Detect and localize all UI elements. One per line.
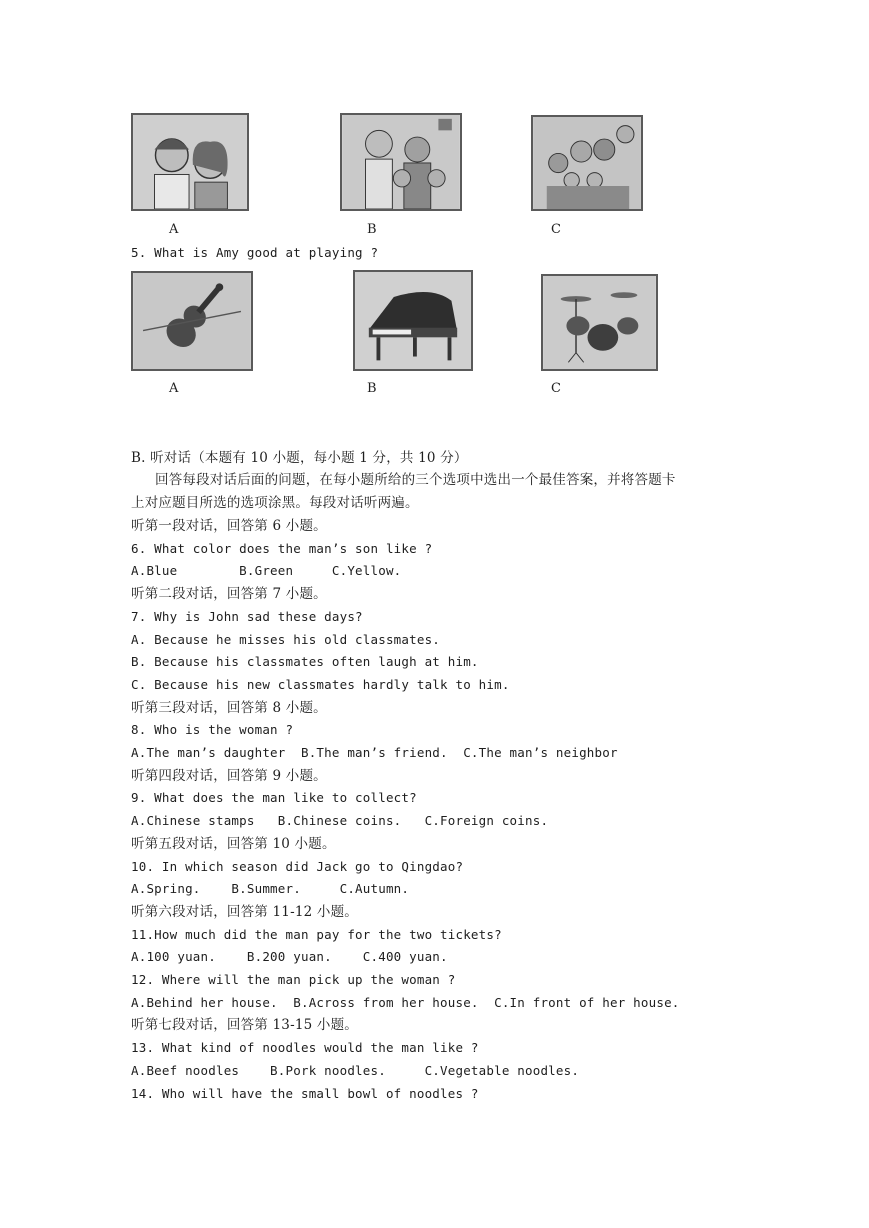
question-line: 8. Who is the woman ? — [131, 722, 294, 738]
question-line: 14. Who will have the small bowl of noodles ? — [131, 1085, 479, 1101]
question-line: A.Chinese stamps B.Chinese coins. C.Foreign coins. — [131, 813, 549, 829]
question-line: 12. Where will the man pick up the woman ? — [131, 972, 456, 987]
question-line: A.Beef noodles B.Pork noodles. C.Vegetable noodles. — [131, 1062, 580, 1078]
question-line: A.Spring. B.Summer. C.Autumn. — [131, 881, 410, 897]
q5-question: 5. What is Amy good at playing ? — [131, 245, 379, 260]
question-line: 9. What does the man like to collect? — [131, 790, 417, 806]
big-family-picture-icon — [533, 117, 641, 209]
question-line: A.The man’s daughter B.The man’s friend. C.The man’s neighbor — [131, 745, 618, 760]
section-b-instructions-line-1: 回答每段对话后面的问题，在每小题所给的三个选项中选出一个最佳答案，并将答题卡 — [155, 472, 676, 488]
drums-picture-icon — [543, 276, 656, 369]
dialogue-instruction: 听第四段对话，回答第 9 小题。 — [131, 767, 327, 784]
question-line: A.Behind her house. B.Across from her house. C.In front of her house. — [131, 994, 680, 1010]
q4-option-b-picture — [340, 113, 462, 211]
q4-label-c: C — [551, 222, 561, 237]
q5-option-a-picture — [131, 271, 253, 371]
q5-option-b-picture — [353, 270, 473, 371]
q4-label-a: A — [169, 222, 179, 237]
question-line: A.100 yuan. B.200 yuan. C.400 yuan. — [131, 949, 448, 965]
question-line: 11.How much did the man pay for the two tickets? — [131, 926, 502, 942]
section-b-instructions-line-2: 上对应题目所选的选项涂黑。每段对话听两遍。 — [131, 495, 419, 511]
dialogue-instruction: 听第六段对话，回答第 11-12 小题。 — [131, 903, 359, 920]
question-line: A. Because he misses his old classmates. — [131, 631, 441, 647]
question-line: 6. What color does the man’s son like ? — [131, 540, 433, 556]
dialogue-instruction: 听第七段对话，回答第 13-15 小题。 — [131, 1017, 359, 1034]
q4-option-a-picture — [131, 113, 249, 211]
piano-picture-icon — [355, 272, 471, 369]
question-line: B. Because his classmates often laugh at him. — [131, 654, 479, 670]
dialogue-instruction: 听第三段对话，回答第 8 小题。 — [131, 699, 327, 716]
dialogue-instruction: 听第五段对话，回答第 10 小题。 — [131, 835, 336, 852]
question-line: 7. Why is John sad these days? — [131, 608, 363, 624]
question-line: 13. What kind of noodles would the man like ? — [131, 1040, 479, 1056]
q4-option-c-picture — [531, 115, 643, 211]
q5-option-c-picture — [541, 274, 658, 371]
question-line: A.Blue B.Green C.Yellow. — [131, 563, 402, 579]
question-line: 10. In which season did Jack go to Qingdao? — [131, 858, 464, 874]
family-of-four-picture-icon — [342, 115, 460, 209]
dialogue-instruction: 听第二段对话，回答第 7 小题。 — [131, 586, 327, 603]
dialogue-instruction: 听第一段对话，回答第 6 小题。 — [131, 518, 327, 534]
question-line: C. Because his new classmates hardly talk to him. — [131, 676, 510, 692]
violin-picture-icon — [133, 273, 251, 369]
q5-label-b: B — [367, 381, 377, 396]
section-b-title: B. 听对话（本题有 10 小题，每小题 1 分，共 10 分） — [131, 450, 468, 466]
q4-label-b: B — [367, 222, 377, 237]
couple-picture-icon — [133, 115, 247, 209]
q5-label-a: A — [169, 381, 179, 396]
q5-label-c: C — [551, 381, 561, 396]
